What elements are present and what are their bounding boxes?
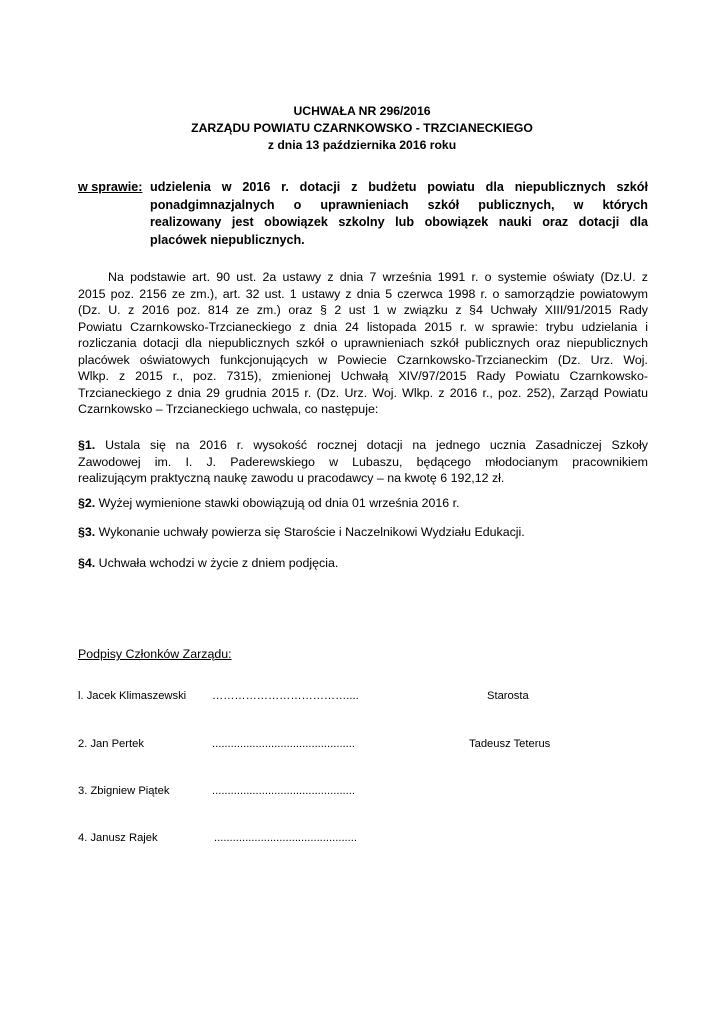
signature-row — [78, 738, 638, 754]
legal-basis — [78, 269, 648, 418]
paragraph-text: Ustala się na 2016 r. wysokość rocznej dotacji na jednego ucznia Zasadniczej Szkoły — [95, 438, 648, 452]
paragraph-mark: §1. — [78, 438, 96, 452]
member-name: 3. Zbigniew Piątek — [78, 785, 170, 797]
basis-line: 2015 poz. 2156 ze zm.), art. 32 ust. 1 ustawy z dnia 5 czerwca 1998 r. o samorządzie powiatowym — [78, 286, 648, 301]
subject-line: placówek niepublicznych. — [150, 232, 305, 247]
basis-line: Na podstawie art. 90 ust. 2a ustawy z dnia 7 września 1991 r. o systemie oświaty (Dz.U. z — [108, 270, 648, 284]
paragraph-line — [78, 437, 648, 454]
subject-line: udzielenia w 2016 r. dotacji z budżetu powiatu dla niepublicznych szkół — [150, 180, 648, 194]
paragraph-1 — [78, 437, 648, 487]
signature-row — [78, 785, 638, 801]
signature-line: .............................................. — [214, 832, 357, 844]
member-name: l. Jacek Klimaszewski — [78, 690, 187, 702]
resolution-number: UCHWAŁA NR 296/2016 — [293, 104, 431, 118]
basis-line: rozliczania dotacji dla niepublicznych szkół o uprawnieniach szkół publicznych oraz niepublicznych — [78, 336, 648, 350]
signatures-heading: Podpisy Członków Zarządu: — [78, 647, 232, 661]
subject-line: ponadgimnazjalnych o uprawnieniach szkół publicznych, w których — [150, 197, 648, 212]
paragraph-mark: §3. — [78, 525, 96, 539]
paragraph-text: Uchwała wchodzi w życie z dniem podjęcia. — [95, 556, 339, 570]
resolution-header — [0, 103, 724, 154]
basis-line: Czarnkowsko – Trzcianeckiego uchwala, co następuje: — [78, 402, 379, 416]
paragraph-text: Wyżej wymienione stawki obowiązują od dnia 01 września 2016 r. — [95, 496, 460, 510]
basis-line: Trzcianeckiego z dnia 29 grudnia 2015 r. (Dz. Urz. Woj. Wlkp. z 2016 r., poz. 252), Zarząd Powiatu — [78, 385, 648, 400]
signature-line: .............................................. — [212, 738, 355, 750]
signature-row — [78, 832, 638, 848]
paragraph-4 — [78, 555, 648, 572]
member-role: Starosta — [487, 690, 529, 702]
member-role: Tadeusz Teterus — [469, 738, 551, 750]
paragraph-3 — [78, 524, 648, 541]
basis-line: (Dz. U. z 2016 poz. 814 ze zm.) oraz § 2 ust 1 w związku z §4 Uchwały XIII/91/2015 Rady — [78, 303, 648, 317]
issuing-body: ZARZĄDU POWIATU CZARNKOWSKO - TRZCIANECKIEGO — [191, 121, 533, 135]
signature-line: .............................................. — [212, 785, 355, 797]
subject-line: realizowany jest obowiązek szkolny lub obowiązek nauki oraz dotacji dla — [150, 215, 648, 229]
basis-line: Wlkp. z 2015 r., poz. 7315), zmienionej Uchwałą XIV/97/2015 Rady Powiatu Czarnkowsko- — [78, 369, 648, 383]
member-name: 2. Jan Pertek — [78, 738, 144, 750]
paragraph-mark: §4. — [78, 556, 96, 570]
paragraph-text: Wykonanie uchwały powierza się Staroście i Naczelnikowi Wydziału Edukacji. — [95, 525, 525, 539]
paragraph-2 — [78, 495, 648, 512]
basis-line: Powiatu Czarnkowsko-Trzcianeckiego z dnia 24 listopada 2015 r. w sprawie: trybu udzielania i — [78, 319, 648, 334]
member-name: 4. Janusz Rajek — [78, 832, 158, 844]
signature-line: ……………………………….... — [212, 690, 359, 702]
subject-label: w sprawie: — [78, 180, 143, 194]
paragraph-line: realizującym praktyczną naukę zawodu u pracodawcy – na kwotę 6 192,12 zł. — [78, 471, 505, 485]
basis-line: placówek oświatowych funkcjonujących w Powiecie Czarnkowsko-Trzcianeckim (Dz. Urz. Woj. — [78, 352, 648, 367]
resolution-date: z dnia 13 października 2016 roku — [267, 138, 457, 152]
subject-text — [150, 179, 648, 249]
paragraph-mark: §2. — [78, 496, 96, 510]
paragraph-line: Zawodowej im. I. J. Paderewskiego w Lubaszu, będącego młodocianym pracownikiem — [78, 454, 648, 469]
signature-row — [78, 690, 638, 706]
